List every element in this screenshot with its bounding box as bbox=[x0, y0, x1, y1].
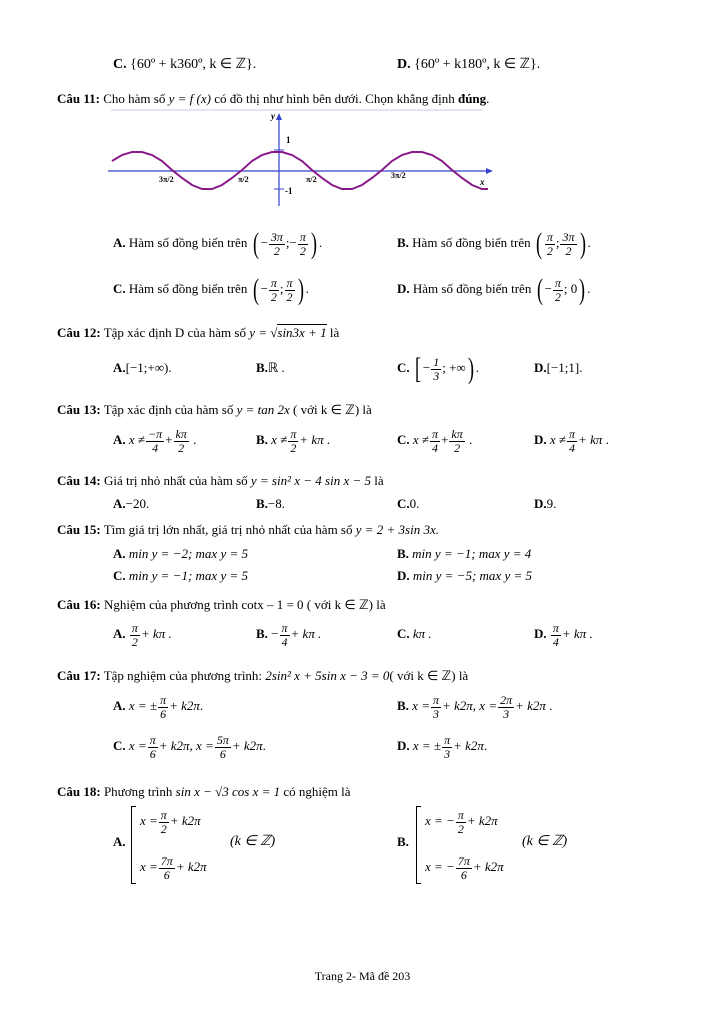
q17-option-c: C. x = $\frac{\pi}{6}$ + k2π, x = $\frac{5\pi}{6}$ + k2π. bbox=[113, 732, 266, 761]
q16-option-b: B. − $\frac{\pi}{4}$ + kπ . bbox=[256, 620, 322, 649]
q11-option-b: B. Hàm số đồng biến trên ( $\frac{\pi}{2}$ ; $\frac{3\pi}{2}$ ) . bbox=[397, 227, 591, 261]
q11-option-a: A. Hàm số đồng biến trên ( − $\frac{3\pi}{2}$ ;− $\frac{\pi}{2}$ ) . bbox=[113, 227, 323, 261]
q12-option-a: A.[−1;+∞). bbox=[113, 360, 172, 375]
q16-option-d: D. $\frac{\pi}{4}$ + kπ . bbox=[534, 620, 593, 649]
q17-option-b: B. x = $\frac{\pi}{3}$ + k2π, x = $\frac{2\pi}{3}$ + k2π . bbox=[397, 692, 553, 721]
prev-option-c: C. {60º + k360º, k ∈ ℤ}. bbox=[113, 57, 257, 72]
tick-pi-2: π/2 bbox=[306, 175, 317, 184]
question-13: Câu 13: Tập xác định của hàm số y = tan 2x ( với k ∈ ℤ) là bbox=[57, 402, 372, 417]
q18-a-k-in-z: (k ∈ ℤ) bbox=[230, 834, 276, 849]
q14-option-b: B.−8. bbox=[256, 496, 286, 511]
q13-option-b: B. x ≠ $\frac{\pi}{2}$ + kπ . bbox=[256, 426, 331, 455]
q18-option-a-label: A. bbox=[113, 834, 126, 849]
q15-option-b: B. min y = −1; max y = 4 bbox=[397, 546, 532, 561]
q13-option-a: A. x ≠ $\frac{-\pi}{4}$ + $\frac{k\pi}{2}$ . bbox=[113, 426, 197, 455]
tick-minus-pi-2: π/2 bbox=[238, 175, 249, 184]
sine-graph bbox=[108, 108, 493, 208]
question-14: Câu 14: Giá trị nhỏ nhất của hàm số y = sin² x − 4 sin x − 5 là bbox=[57, 473, 384, 488]
question-18: Câu 18: Phương trình sin x − √3 cos x = 1 có nghiệm là bbox=[57, 784, 351, 799]
q14-option-d: D.9. bbox=[534, 496, 557, 511]
question-15: Câu 15: Tìm giá trị lớn nhất, giá trị nhỏ nhất của hàm số y = 2 + 3sin 3x. bbox=[57, 522, 439, 537]
question-17: Câu 17: Tập nghiệm của phương trình: 2sin² x + 5sin x − 3 = 0( với k ∈ ℤ) là bbox=[57, 668, 469, 683]
q17-option-d: D. x = ± $\frac{\pi}{3}$ + k2π. bbox=[397, 732, 488, 761]
q18-b-line-2: x = − $\frac{7\pi}{6}$ + k2π bbox=[425, 853, 504, 882]
q13-option-d: D. x ≠ $\frac{\pi}{4}$ + kπ . bbox=[534, 426, 609, 455]
tick-minus-3pi-2: 3π/2 bbox=[159, 175, 174, 184]
tick-3pi-2: 3π/2 bbox=[391, 171, 406, 180]
q18-a-line-2: x = $\frac{7\pi}{6}$ + k2π bbox=[140, 853, 207, 882]
q17-option-a: A. x = ± $\frac{\pi}{6}$ + k2π. bbox=[113, 692, 204, 721]
q16-option-c: C. kπ . bbox=[397, 626, 432, 641]
q15-option-a: A. min y = −2; max y = 5 bbox=[113, 546, 248, 561]
q11-option-d: D. Hàm số đồng biến trên ( − $\frac{\pi}{2}$ ; 0) . bbox=[397, 273, 591, 307]
tick-one: 1 bbox=[286, 135, 291, 145]
q12-option-b: B.ℝ . bbox=[256, 360, 285, 375]
q12-option-c: C. [ − $\frac{1}{3}$ ; +∞) . bbox=[397, 352, 479, 386]
tick-minus-one: -1 bbox=[285, 186, 293, 196]
q16-option-a: A. $\frac{\pi}{2}$ + kπ . bbox=[113, 620, 172, 649]
y-axis-label: y bbox=[271, 111, 275, 121]
q15-option-c: C. min y = −1; max y = 5 bbox=[113, 568, 248, 583]
page-footer: Trang 2- Mã đề 203 bbox=[314, 969, 411, 983]
q11-option-c: C. Hàm số đồng biến trên ( − $\frac{\pi}{2}$ ; $\frac{\pi}{2}$ ) . bbox=[113, 273, 309, 307]
prev-option-d: D. {60º + k180º, k ∈ ℤ}. bbox=[397, 57, 541, 72]
question-12: Câu 12: Tập xác định D của hàm số y = √sin3x + 1 là bbox=[57, 325, 340, 340]
q13-option-c: C. x ≠ $\frac{\pi}{4}$ + $\frac{k\pi}{2}$ . bbox=[397, 426, 473, 455]
q12-option-d: D.[−1;1]. bbox=[534, 360, 583, 375]
q14-option-c: C.0. bbox=[397, 496, 420, 511]
q15-option-d: D. min y = −5; max y = 5 bbox=[397, 568, 532, 583]
q14-option-a: A.−20. bbox=[113, 496, 150, 511]
question-11: Câu 11: Cho hàm số y = f (x) có đồ thị như hình bên dưới. Chọn khẳng định đúng. bbox=[57, 91, 490, 106]
x-axis-label: x bbox=[480, 177, 485, 187]
q18-option-b-label: B. bbox=[397, 834, 409, 849]
q18-b-line-1: x = − $\frac{\pi}{2}$ + k2π bbox=[425, 807, 498, 836]
q18-b-k-in-z: (k ∈ ℤ) bbox=[522, 834, 568, 849]
question-16: Câu 16: Nghiệm của phương trình cotx – 1 = 0 ( với k ∈ ℤ) là bbox=[57, 597, 386, 612]
q18-a-line-1: x = $\frac{\pi}{2}$ + k2π bbox=[140, 807, 201, 836]
